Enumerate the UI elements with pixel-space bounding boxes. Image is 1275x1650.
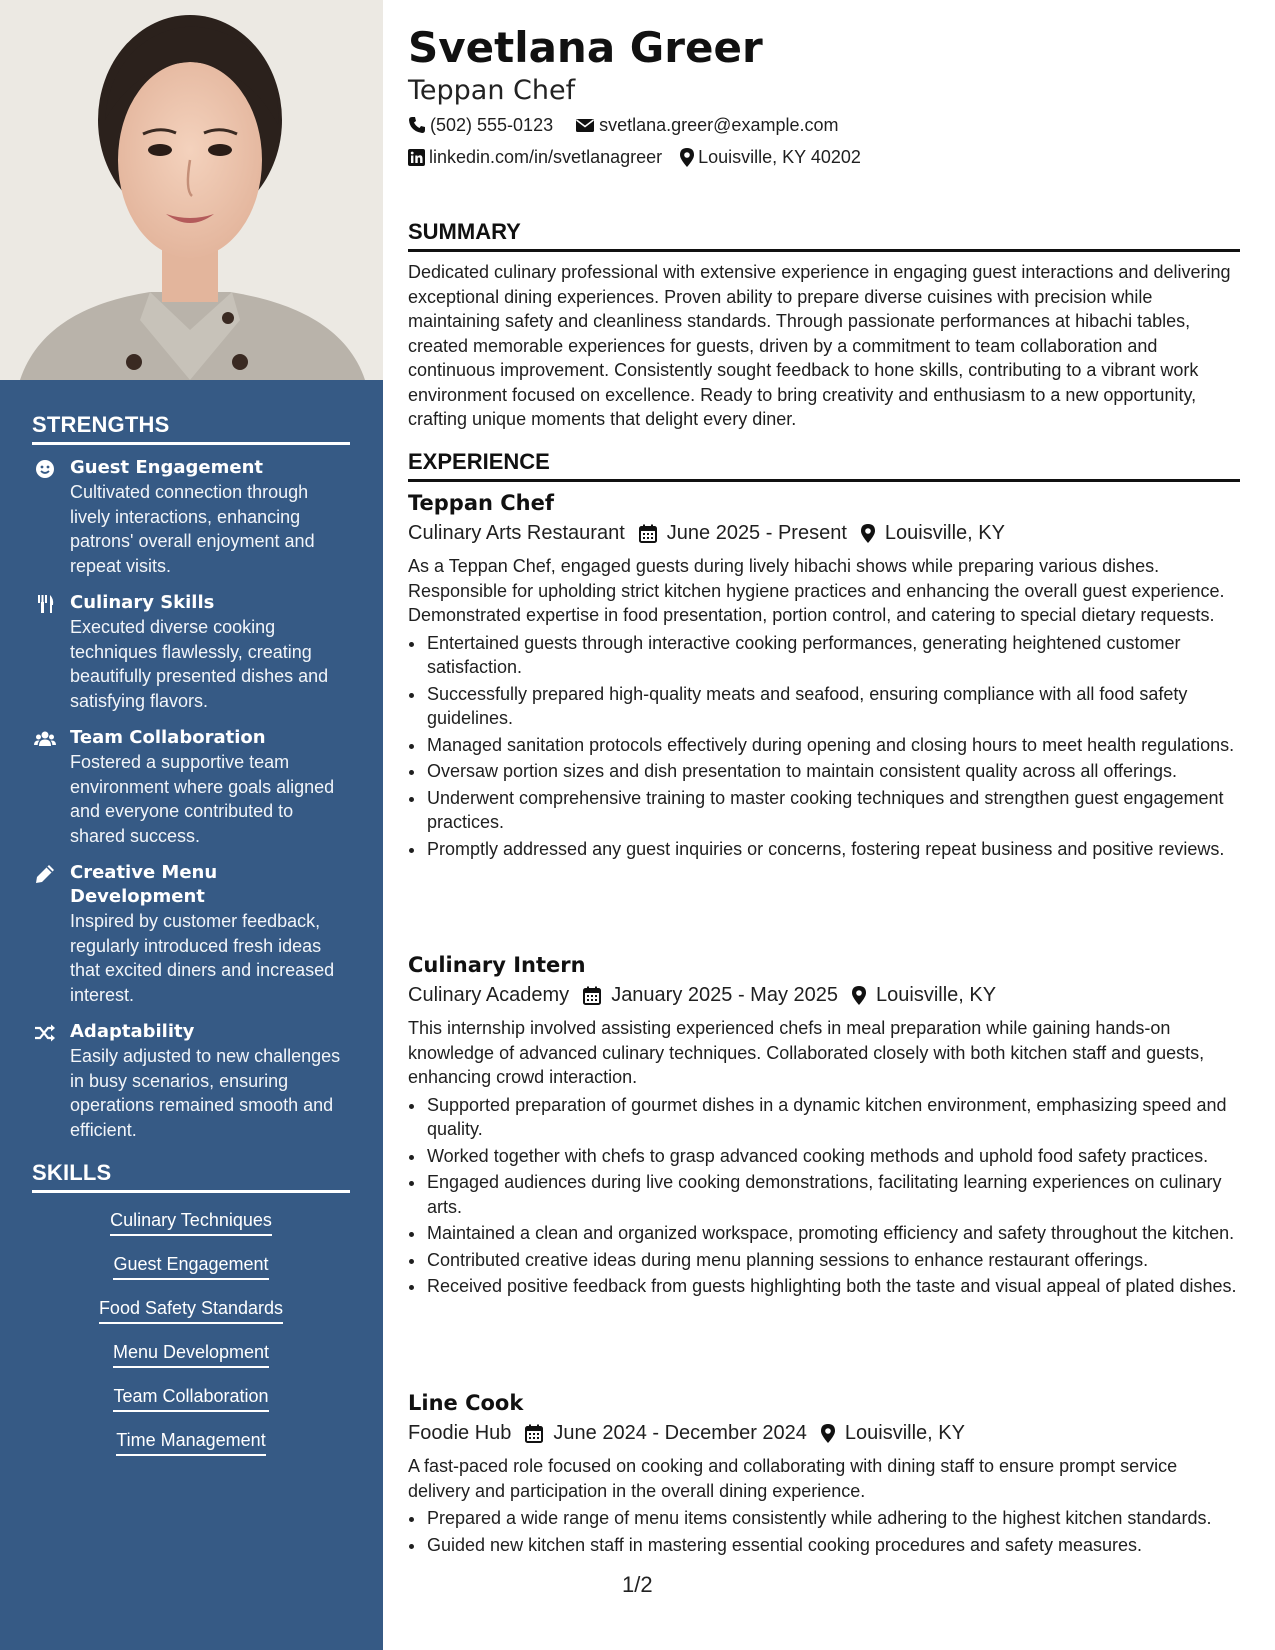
bullet-item: • Engaged audiences during live cooking demonstrations, facilitating learning experiences on culinary arts. (426, 1170, 1240, 1219)
strength-item (32, 591, 350, 713)
bullet-item: • Promptly addressed any guest inquiries or concerns, fostering repeat business and positive reviews. (426, 837, 1240, 862)
skills-heading: SKILLS (32, 1160, 350, 1193)
skills-list (32, 1207, 350, 1471)
strength-title: Guest Engagement (70, 457, 263, 478)
job-bullets (408, 631, 1240, 862)
job-meta (408, 981, 1240, 1009)
job-bullets (408, 1506, 1240, 1557)
utensils-icon (34, 593, 56, 615)
map-pin-icon (852, 986, 866, 1005)
job-entry (408, 951, 1240, 1301)
map-pin-icon (861, 524, 875, 543)
contact-linkedin[interactable] (408, 145, 662, 169)
job-description: This internship involved assisting experienced chefs in meal preparation while gaining hands-on knowledge of advanced culinary techniques. Collaborated closely with both kitchen staff and guests, enhancing crowd interaction. (408, 1018, 1205, 1087)
job-dates: January 2025 - May 2025 (611, 984, 838, 1006)
phone-icon (408, 116, 426, 134)
skill-tag: Food Safety Standards (99, 1295, 283, 1324)
strength-desc: Executed diverse cooking techniques flawlessly, creating beautifully presented dishes and satisfying flavors. (70, 617, 329, 711)
sidebar (0, 0, 383, 1650)
summary-heading: SUMMARY (408, 219, 1240, 252)
calendar-icon (525, 1424, 543, 1443)
email-link[interactable]: svetlana.greer@example.com (599, 115, 839, 135)
strength-item (32, 456, 350, 578)
job-location: Louisville, KY (876, 984, 997, 1006)
experience-heading: EXPERIENCE (408, 449, 1240, 482)
skill-tag: Time Management (116, 1427, 265, 1456)
shuffle-icon (34, 1022, 56, 1044)
strength-item (32, 1020, 350, 1142)
bullet-item: • Successfully prepared high-quality meats and seafood, ensuring compliance with all food safety guidelines. (426, 682, 1240, 731)
bullet-item: • Underwent comprehensive training to master cooking techniques and strengthen guest engagement practices. (426, 786, 1240, 835)
bullet-item: • Prepared a wide range of menu items consistently while adhering to the highest kitchen standards. (426, 1506, 1240, 1531)
pencil-icon (34, 863, 56, 885)
bullet-item: • Entertained guests through interactive cooking performances, generating heightened customer satisfaction. (426, 631, 1240, 680)
strength-item (32, 726, 350, 848)
map-pin-icon (821, 1424, 835, 1443)
profile-photo (0, 0, 383, 380)
contact-email[interactable] (571, 113, 838, 137)
calendar-icon (583, 986, 601, 1005)
smile-icon (34, 458, 56, 480)
job-company: Culinary Arts Restaurant (408, 522, 625, 544)
job-company: Culinary Academy (408, 984, 570, 1006)
contact-row (408, 113, 856, 137)
job-entry (408, 489, 1240, 863)
strength-title: Team Collaboration (70, 727, 266, 748)
linkedin-icon (408, 149, 425, 166)
bullet-item: • Oversaw portion sizes and dish presentation to maintain consistent quality across all offerings. (426, 759, 1240, 784)
strength-desc: Easily adjusted to new challenges in busy scenarios, ensuring operations remained smooth and efficient. (70, 1046, 341, 1140)
bullet-item: • Received positive feedback from guests highlighting both the taste and visual appeal of plated dishes. (426, 1274, 1240, 1299)
job-title: Teppan Chef (408, 491, 555, 515)
page-number: 1/2 (622, 1572, 653, 1597)
contact-location (680, 145, 861, 169)
strength-title: Adaptability (70, 1021, 195, 1042)
job-dates: June 2024 - December 2024 (553, 1422, 807, 1444)
skill-tag: Guest Engagement (113, 1251, 268, 1280)
skill-tag: Team Collaboration (113, 1383, 268, 1412)
job-title: Line Cook (408, 1391, 524, 1415)
skills-section (32, 1160, 350, 1471)
users-icon (34, 728, 56, 750)
skill-tag: Menu Development (113, 1339, 269, 1368)
job-title: Culinary Intern (408, 953, 586, 977)
bullet-item: • Guided new kitchen staff in mastering essential cooking procedures and safety measures. (426, 1533, 1240, 1558)
strength-item (32, 861, 350, 1007)
strength-desc: Cultivated connection through lively interactions, enhancing patrons' overall enjoyment and repeat visits. (70, 482, 315, 576)
job-meta (408, 1419, 1240, 1447)
job-company: Foodie Hub (408, 1422, 512, 1444)
bullet-item: • Worked together with chefs to grasp advanced cooking methods and uphold food safety practices. (426, 1144, 1240, 1169)
strength-desc: Fostered a supportive team environment where goals aligned and everyone contributed to shared success. (70, 752, 335, 846)
bullet-item: • Contributed creative ideas during menu planning sessions to enhance restaurant offerings. (426, 1248, 1240, 1273)
job-meta (408, 519, 1240, 547)
job-bullets (408, 1093, 1240, 1299)
job-location: Louisville, KY (844, 1422, 965, 1444)
location-text: Louisville, KY 40202 (698, 147, 861, 167)
map-pin-icon (680, 148, 694, 167)
job-location: Louisville, KY (884, 522, 1005, 544)
envelope-icon (575, 117, 595, 133)
job-entry (408, 1389, 1240, 1559)
summary-text: Dedicated culinary professional with extensive experience in engaging guest interactions and delivering exceptional dining experiences. Proven ability to prepare diverse cuisines with precision while maintaining safety and cleanliness standards. Through passionate performances at hibachi tables, created memorable experiences for guests, driven by a commitment to team collaboration and continuous improvement. Consistently sought feedback to hone skills, contributing to a vibrant work environment focused on excellence. Ready to bring creativity and enthusiasm to a new opportunity, crafting unique moments that delight every diner. (408, 262, 1231, 429)
calendar-icon (639, 524, 657, 543)
phone-text: (502) 555-0123 (430, 115, 554, 135)
bullet-item: • Maintained a clean and organized workspace, promoting efficiency and safety throughout the kitchen. (426, 1221, 1240, 1246)
contact-row-2 (408, 145, 879, 169)
linkedin-link[interactable]: linkedin.com/in/svetlanagreer (429, 147, 663, 167)
portrait-illustration (0, 0, 383, 380)
candidate-title: Teppan Chef (408, 75, 576, 106)
candidate-name: Svetlana Greer (408, 23, 763, 72)
strengths-section (32, 412, 350, 1142)
bullet-item: • Managed sanitation protocols effectively during opening and closing hours to meet health regulations. (426, 733, 1240, 758)
bullet-item: • Supported preparation of gourmet dishes in a dynamic kitchen environment, emphasizing speed and quality. (426, 1093, 1240, 1142)
job-description: A fast-paced role focused on cooking and collaborating with dining staff to ensure prompt service delivery and participation in the overall dining experience. (408, 1456, 1178, 1501)
job-description: As a Teppan Chef, engaged guests during lively hibachi shows while preparing various dishes. Responsible for upholding strict kitchen hygiene practices and enhancing the overall guest experience. Demonstrated expertise in food presentation, portion control, and catering to special dietary requests. (408, 556, 1225, 625)
contact-phone (408, 113, 553, 137)
strength-desc: Inspired by customer feedback, regularly introduced fresh ideas that excited diners and increased interest. (70, 911, 335, 1005)
strengths-heading: STRENGTHS (32, 412, 350, 445)
strength-title: Culinary Skills (70, 592, 215, 613)
job-dates: June 2025 - Present (666, 522, 847, 544)
skill-tag: Culinary Techniques (110, 1207, 272, 1236)
strength-title: Creative Menu Development (70, 862, 218, 907)
